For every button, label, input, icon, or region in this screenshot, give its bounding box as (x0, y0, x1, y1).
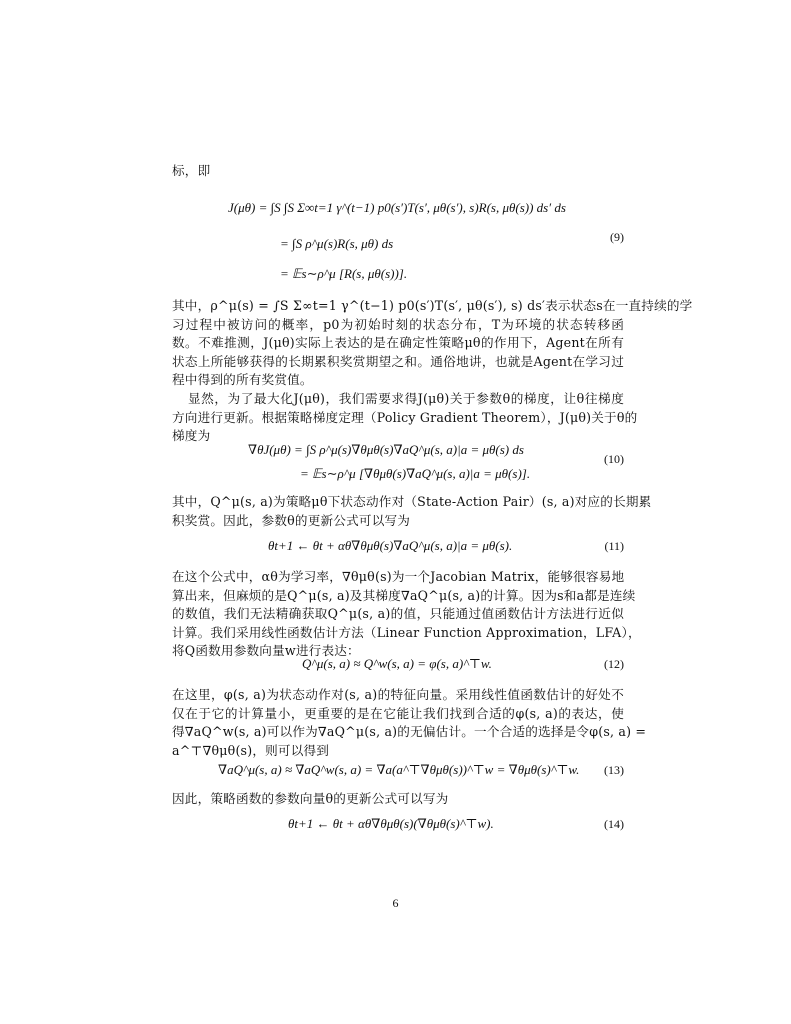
paragraph-update-intro (172, 790, 624, 809)
equation-10 (172, 440, 624, 490)
text-line: a^⊤∇θμθ(s)，则可以得到 (172, 742, 330, 758)
paragraph-feature-vector (172, 686, 647, 760)
text-line: 在这个公式中，αθ为学习率，∇θμθ(s)为一个Jacobian Matrix，能够很容易地 (172, 569, 625, 584)
equation-number: (10) (604, 452, 624, 466)
equation-10-row-1: ∇θJ(μθ) = ∫S ρ^μ(s)∇θμθ(s)∇aQ^μ(s, a)|a = μθ(s) ds (248, 442, 524, 457)
equation-14 (172, 816, 624, 836)
equation-number: (11) (604, 539, 624, 553)
equation-12 (172, 656, 624, 676)
text-line: 得∇aQ^w(s, a)可以作为∇aQ^μ(s, a)的无偏估计。一个合适的选择是令φ(s, a) = (172, 724, 647, 740)
page-number: 6 (392, 896, 399, 910)
equation-10-row-2: = 𝔼s∼ρ^μ [∇θμθ(s)∇aQ^μ(s, a)|a = μθ(s)]. (300, 466, 531, 481)
equation-9-row-1: J(μθ) = ∫S ∫S Σ∞t=1 γ^(t−1) p0(s′)T(s′, μθ(s′), s)R(s, μθ(s)) ds′ ds (228, 200, 566, 215)
text-line: 将Q函数用参数向量w进行表达： (172, 643, 360, 659)
equation-number: (9) (610, 230, 624, 244)
text-line: 的数值，我们无法精确获取Q^μ(s, a)的值，只能通过值函数估计方法进行近似 (172, 606, 624, 622)
text-line: 仅在于它的计算量小，更重要的是在它能让我们找到合适的φ(s, a)的表达，使 (172, 705, 624, 721)
paragraph-rho-definition (172, 297, 693, 390)
equation-9 (172, 190, 624, 290)
text-line: 算出来，但麻烦的是Q^μ(s, a)及其梯度∇aQ^μ(s, a)的计算。因为s和a都是连续 (172, 587, 636, 603)
text-line: 其中，Q^μ(s, a)为策略μθ下状态动作对（State-Action Pair）(s, a)对应的长期累 (172, 494, 652, 509)
equation-13 (172, 762, 624, 782)
equation-number: (12) (604, 657, 624, 671)
text-line: 状态上所能够获得的长期累积奖赏期望之和。通俗地讲，也就是Agent在学习过 (172, 353, 624, 369)
text-line: 程中得到的所有奖赏值。 (172, 372, 313, 388)
equation-9-row-2: = ∫S ρ^μ(s)R(s, μθ) ds (280, 236, 394, 251)
equation-9-row-3: = 𝔼s∼ρ^μ [R(s, μθ(s))]. (280, 266, 408, 281)
text-line: 计算。我们采用线性函数估计方法（Linear Function Approximation，LFA）， (172, 624, 641, 640)
text-line: 方向进行更新。根据策略梯度定理（Policy Gradient Theorem），J(μθ)关于θ的 (172, 409, 638, 425)
equation-13-row: ∇aQ^μ(s, a) ≈ ∇aQ^w(s, a) = ∇a(a^⊤∇θμθ(s))^⊤w = ∇θμθ(s)^⊤w. (218, 762, 580, 777)
text-line: 标，即 (172, 163, 211, 178)
equation-14-row: θt+1 ← θt + αθ∇θμθ(s)(∇θμθ(s)^⊤w). (288, 816, 494, 831)
equation-number: (14) (604, 817, 624, 831)
text-line: 其中，ρ^μ(s) = ∫S Σ∞t=1 γ^(t−1) p0(s′)T(s′, μθ(s′), s) ds′表示状态s在一直持续的学 (172, 298, 693, 313)
equation-11-row: θt+1 ← θt + αθ∇θμθ(s)∇aQ^μ(s, a)|a = μθ(s). (268, 538, 513, 553)
text-line: 在这里，φ(s, a)为状态动作对(s, a)的特征向量。采用线性值函数估计的好处不 (172, 687, 624, 702)
text-line: 积奖赏。因此，参数θ的更新公式可以写为 (172, 512, 411, 528)
paragraph-learning-rate (172, 568, 641, 661)
text-line: 数。不难推测，J(μθ)实际上表达的是在确定性策略μθ的作用下，Agent在所有 (172, 335, 624, 351)
paragraph-intro (172, 162, 624, 181)
equation-number: (13) (604, 763, 624, 777)
text-line: 显然，为了最大化J(μθ)，我们需要求得J(μθ)关于参数θ的梯度，让θ往梯度 (188, 391, 624, 406)
paragraph-policy-gradient (172, 390, 638, 446)
equation-12-row: Q^μ(s, a) ≈ Q^w(s, a) = φ(s, a)^⊤w. (302, 656, 492, 671)
text-line: 习过程中被访问的概率，p0为初始时刻的状态分布，T为环境的状态转移函 (172, 316, 624, 332)
text-line: 梯度为 (172, 428, 211, 444)
paragraph-q-definition (172, 493, 652, 530)
text-line: 因此，策略函数的参数向量θ的更新公式可以写为 (172, 791, 449, 806)
equation-11 (172, 538, 624, 558)
